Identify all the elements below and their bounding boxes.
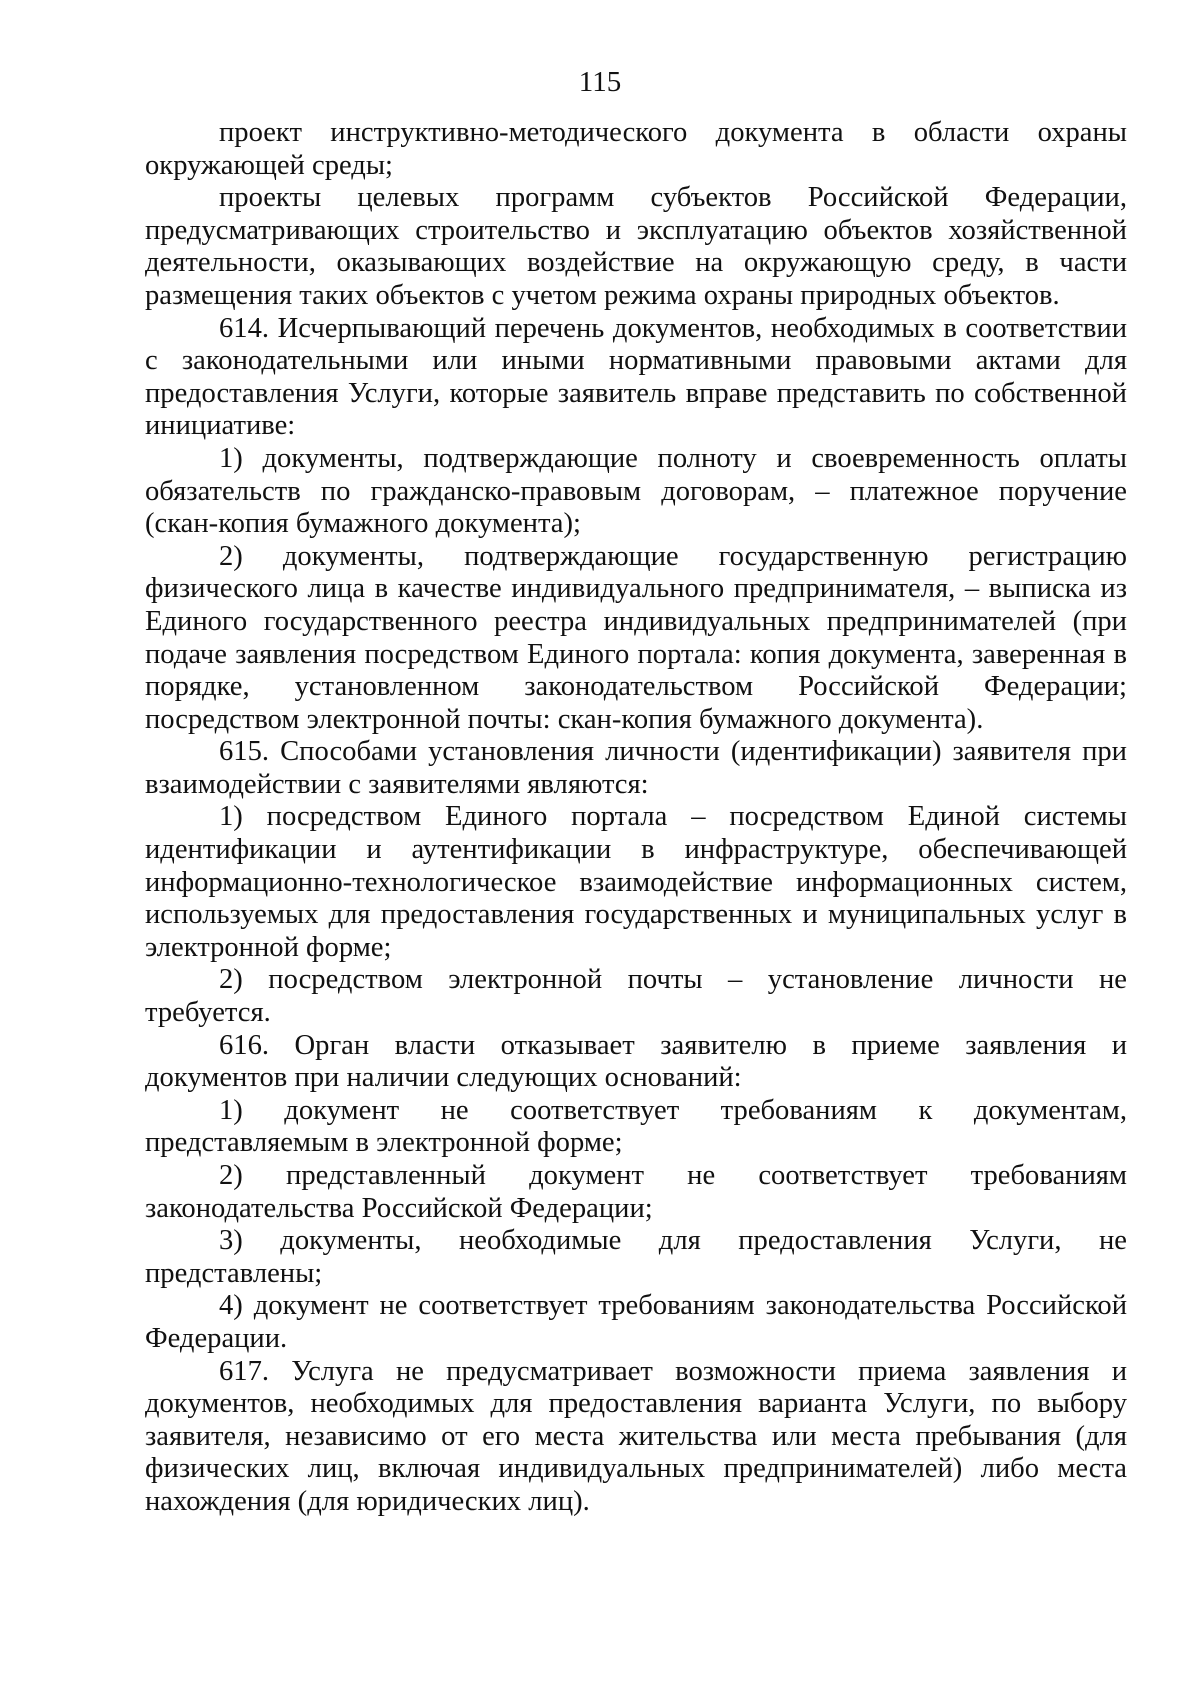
paragraph: 4) документ не соответствует требованиям законодательства Российской Федерации.: [145, 1290, 1127, 1354]
paragraph: 3) документы, необходимые для предоставления Услуги, не представлены;: [145, 1225, 1127, 1289]
paragraph: 615. Способами установления личности (идентификации) заявителя при взаимодействии с заявителями являются:: [145, 736, 1127, 800]
paragraph: 1) посредством Единого портала – посредством Единой системы идентификации и аутентификации в инфраструктуре, обеспечивающей информационно-технологическое взаимодействие информационных систем, используемых для предоставления государственных и муниципальных услуг в электронной форме;: [145, 801, 1127, 963]
paragraph: проекты целевых программ субъектов Российской Федерации, предусматривающих строительство и эксплуатацию объектов хозяйственной деятельности, оказывающих воздействие на окружающую среду, в части размещения таких объектов с учетом режима охраны природных объектов.: [145, 182, 1127, 311]
paragraph: 2) представленный документ не соответствует требованиям законодательства Российской Федерации;: [145, 1160, 1127, 1224]
document-body: [145, 117, 1127, 1519]
page-number: 115: [578, 66, 622, 98]
paragraph: 617. Услуга не предусматривает возможности приема заявления и документов, необходимых для предоставления варианта Услуги, по выбору заявителя, независимо от его места жительства или места пребывания (для физических лиц, включая индивидуальных предпринимателей) либо места нахождения (для юридических лиц).: [145, 1355, 1127, 1517]
paragraph: 616. Орган власти отказывает заявителю в приеме заявления и документов при наличии следующих оснований:: [145, 1029, 1127, 1094]
paragraph: проект инструктивно-методического документа в области охраны окружающей среды;: [145, 117, 1127, 181]
paragraph: 1) документы, подтверждающие полноту и своевременность оплаты обязательств по гражданско-правовым договорам, – платежное поручение (скан-копия бумажного документа);: [145, 442, 1127, 540]
paragraph: 2) посредством электронной почты – установление личности не требуется.: [145, 964, 1127, 1029]
paragraph: 2) документы, подтверждающие государственную регистрацию физического лица в качестве индивидуального предпринимателя, – выписка из Единого государственного реестра индивидуальных предпринимателей (при подаче заявления посредством Единого портала: копия документа, заверенная в порядке, установленном законодательством Российской Федерации; посредством электронной почты: скан-копия бумажного документа).: [145, 540, 1127, 735]
paragraph: 1) документ не соответствует требованиям к документам, представляемым в электронной форме;: [145, 1094, 1127, 1159]
paragraph: 614. Исчерпывающий перечень документов, необходимых в соответствии с законодательными или иными нормативными правовыми актами для предоставления Услуги, которые заявитель вправе представить по собственной инициативе:: [145, 312, 1127, 442]
